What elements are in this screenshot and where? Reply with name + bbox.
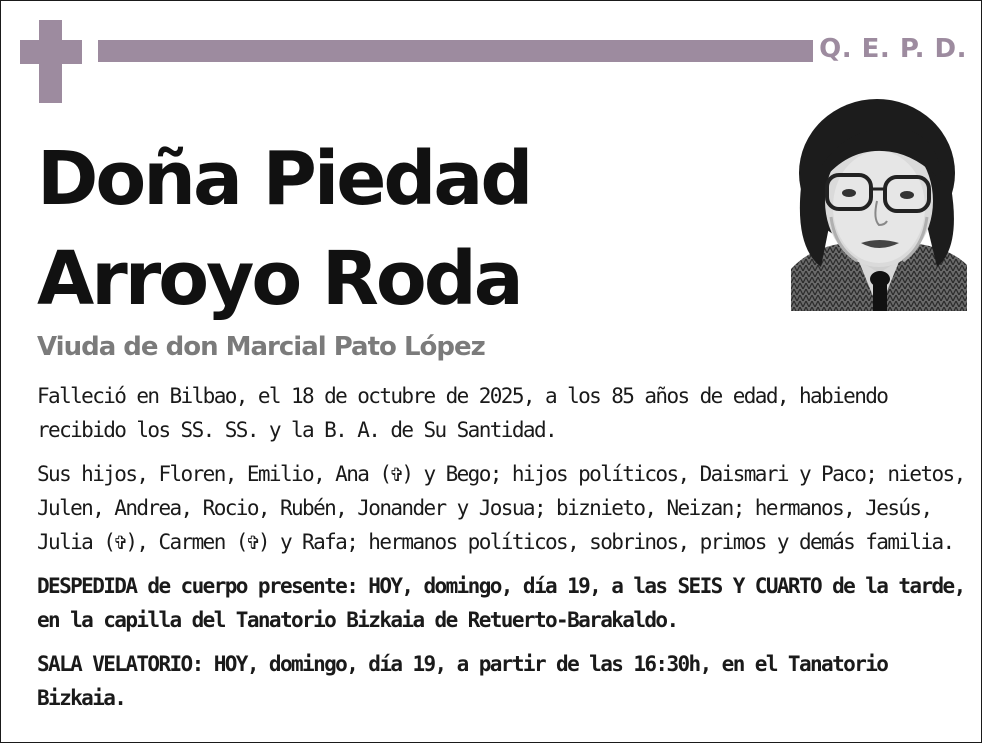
wake-paragraph: SALA VELATORIO: HOY, domingo, día 19, a partir de las 16:30h, en el Tanatorio Bizkaia. xyxy=(37,652,888,710)
deceased-name xyxy=(37,129,530,329)
family-paragraph: Sus hijos, Floren, Emilio, Ana (✞) y Bego; hijos políticos, Daismari y Paco; nietos, Julen, Andrea, Rocio, Rubén, Jonander y Josua; biznieto, Neizan; hermanos, Jesús, Julia (✞), Carmen (✞) y Rafa; hermanos políticos, sobrinos, primos y demás familia. xyxy=(37,462,965,554)
header-rule xyxy=(98,40,838,62)
notice-body xyxy=(37,379,967,725)
cross-icon xyxy=(20,20,82,103)
qepd-label: Q. E. P. D. xyxy=(813,34,967,64)
death-paragraph: Falleció en Bilbao, el 18 de octubre de 2025, a los 85 años de edad, habiendo recibido los SS. SS. y la B. A. de Su Santidad. xyxy=(37,384,888,442)
name-line-2: Arroyo Roda xyxy=(37,236,521,322)
portrait-photo xyxy=(791,97,967,311)
farewell-paragraph: DESPEDIDA de cuerpo presente: HOY, domingo, día 19, a las SEIS Y CUARTO de la tarde, en la capilla del Tanatorio Bizkaia de Retuerto-Barakaldo. xyxy=(37,574,965,632)
widow-of-subtitle: Viuda de don Marcial Pato López xyxy=(37,332,485,362)
name-line-1: Doña Piedad xyxy=(37,136,531,222)
